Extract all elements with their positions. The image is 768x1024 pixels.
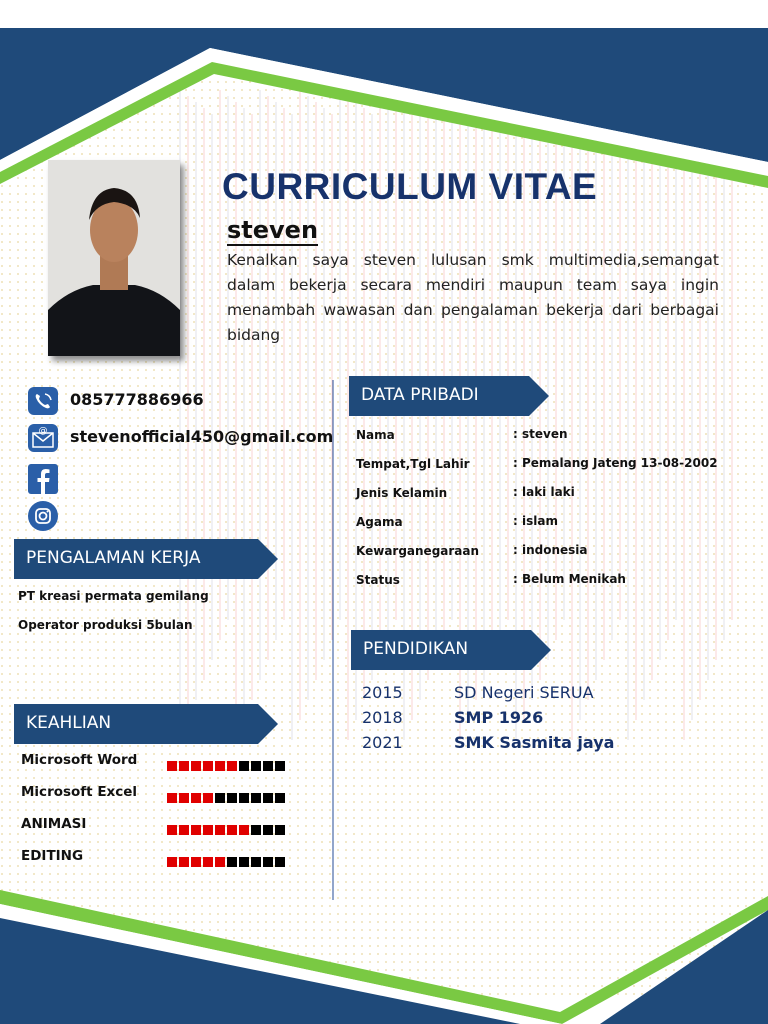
phone-number[interactable]: 085777886966 — [70, 390, 204, 409]
skill-block-filled — [167, 793, 177, 803]
skill-block-empty — [239, 793, 249, 803]
skill-block-empty — [263, 761, 273, 771]
skill-block-filled — [179, 825, 189, 835]
skill-block-filled — [179, 761, 189, 771]
education-year: 2018 — [362, 708, 403, 727]
skill-block-filled — [191, 793, 201, 803]
education-school: SMK Sasmita jaya — [454, 733, 615, 752]
skill-rating-bar — [167, 857, 285, 867]
skill-label: EDITING — [21, 848, 84, 864]
skill-block-empty — [227, 857, 237, 867]
section-title-pendidikan: PENDIDIKAN — [363, 639, 469, 659]
profile-photo — [48, 160, 180, 356]
skill-block-filled — [227, 761, 237, 771]
summary-text: Kenalkan saya steven lulusan smk multimedia,semangat dalam bekerja secara mendiri maupun team saya ingin menambah wawasan dan pengalaman bekerja dari berbagai bidang — [227, 251, 719, 344]
skill-block-empty — [215, 793, 225, 803]
skill-label: ANIMASI — [21, 816, 87, 832]
skill-block-empty — [239, 761, 249, 771]
personal-data-label: Status — [356, 573, 400, 587]
education-school: SMP 1926 — [454, 708, 544, 727]
skill-block-empty — [227, 793, 237, 803]
section-title-keahlian: KEAHLIAN — [26, 713, 112, 733]
svg-text:@: @ — [38, 426, 48, 436]
email-address[interactable]: stevenofficial450@gmail.com — [70, 427, 334, 446]
skill-block-empty — [239, 857, 249, 867]
education-year: 2021 — [362, 733, 403, 752]
skill-block-filled — [179, 857, 189, 867]
facebook-icon[interactable] — [28, 464, 58, 494]
phone-icon — [28, 387, 58, 415]
skill-block-filled — [191, 857, 201, 867]
skill-block-empty — [263, 857, 273, 867]
personal-data-label: Jenis Kelamin — [356, 486, 448, 500]
experience-item: PT kreasi permata gemilang — [18, 589, 209, 603]
skill-block-empty — [263, 825, 273, 835]
education-school: SD Negeri SERUA — [454, 683, 594, 702]
skill-block-filled — [203, 761, 213, 771]
skill-block-filled — [191, 825, 201, 835]
skill-block-empty — [263, 793, 273, 803]
personal-data-label: Nama — [356, 428, 395, 442]
skill-block-filled — [191, 761, 201, 771]
personal-data-label: Agama — [356, 515, 403, 529]
page-title: CURRICULUM VITAE — [222, 166, 598, 207]
personal-data-value: : laki laki — [513, 485, 575, 499]
skill-block-filled — [203, 857, 213, 867]
skill-block-filled — [167, 857, 177, 867]
skill-block-filled — [227, 825, 237, 835]
skill-block-empty — [251, 857, 261, 867]
skill-block-empty — [275, 825, 285, 835]
section-title-data-pribadi: DATA PRIBADI — [361, 385, 479, 405]
personal-data-value: : steven — [513, 427, 568, 441]
skill-block-filled — [167, 761, 177, 771]
section-title-pengalaman: PENGALAMAN KERJA — [26, 548, 201, 568]
skill-label: Microsoft Word — [21, 752, 138, 768]
personal-data-value: : Pemalang Jateng 13-08-2002 — [513, 456, 718, 470]
skill-block-filled — [179, 793, 189, 803]
skill-block-filled — [203, 825, 213, 835]
skill-label: Microsoft Excel — [21, 784, 138, 800]
personal-data-label: Tempat,Tgl Lahir — [356, 457, 470, 471]
skill-block-empty — [275, 857, 285, 867]
education-year: 2015 — [362, 683, 403, 702]
skill-block-empty — [275, 793, 285, 803]
skill-block-empty — [251, 825, 261, 835]
skill-block-filled — [215, 857, 225, 867]
skill-rating-bar — [167, 793, 285, 803]
person-name: steven — [227, 216, 319, 244]
skill-block-empty — [251, 761, 261, 771]
skill-block-filled — [215, 761, 225, 771]
personal-data-value: : indonesia — [513, 543, 588, 557]
skill-block-filled — [239, 825, 249, 835]
skill-block-filled — [203, 793, 213, 803]
skill-rating-bar — [167, 761, 285, 771]
personal-data-value: : islam — [513, 514, 558, 528]
personal-data-value: : Belum Menikah — [513, 572, 626, 586]
skill-block-empty — [251, 793, 261, 803]
skill-rating-bar — [167, 825, 285, 835]
experience-item: Operator produksi 5bulan — [18, 618, 193, 632]
personal-data-label: Kewarganegaraan — [356, 544, 480, 558]
instagram-icon[interactable] — [28, 501, 58, 531]
email-icon — [28, 424, 58, 452]
skill-block-empty — [275, 761, 285, 771]
skill-block-filled — [215, 825, 225, 835]
skill-block-filled — [167, 825, 177, 835]
